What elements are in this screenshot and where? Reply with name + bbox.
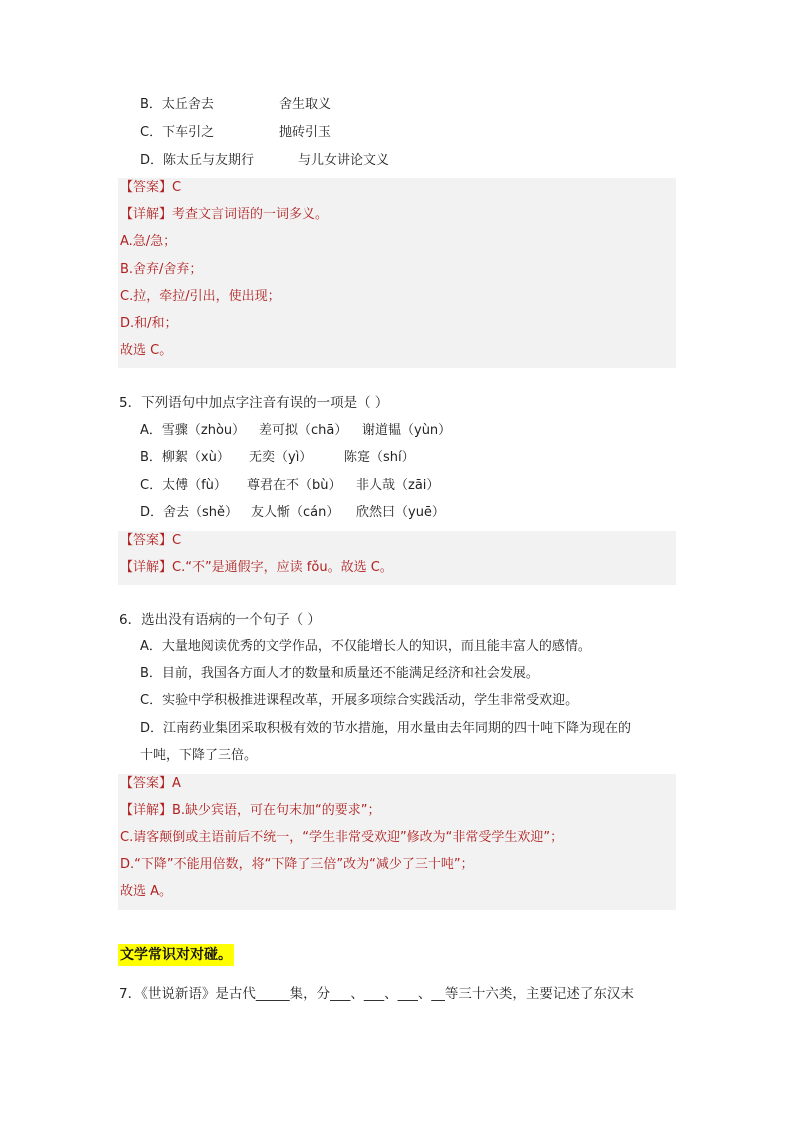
q6-option-b: B．目前，我国各方面人才的数量和质量还不能满足经济和社会发展。 xyxy=(140,666,539,681)
q5-option-c-3: 非人哉（zāi） xyxy=(356,478,440,493)
q5-option-b-1: B．柳絮（xù） xyxy=(140,450,230,465)
q6-option-c: C．实验中学积极推进课程改革，开展多项综合实践活动，学生非常受欢迎。 xyxy=(140,693,579,708)
q7-question: 7．《世说新语》是古代_____集，分___、___、___、__等三十六类，主要记述了东汉末 xyxy=(119,986,634,1002)
q6-option-d: D．江南药业集团采取积极有效的节水措施，用水量由去年同期的四十吨下降为现在的 xyxy=(140,721,632,736)
q6-detail: 【详解】B.缺少宾语，可在句末加“的要求”； xyxy=(120,803,381,818)
q6-question: 6．选出没有语病的一个句子（ ） xyxy=(119,612,321,628)
q5-option-b-2: 无奕（yì） xyxy=(249,450,313,465)
q4-option-c-word: 抛砖引玉 xyxy=(279,125,332,140)
q4-explain-d: D.和/和； xyxy=(120,316,178,331)
q6-option-a: A．大量地阅读优秀的文学作品，不仅能增长人的知识，而且能丰富人的感情。 xyxy=(140,639,591,654)
q5-question: 5．下列语句中加点字注音有误的一项是（ ） xyxy=(119,395,389,411)
q6-explain-c: C.请客颠倒或主语前后不统一，“学生非常受欢迎”修改为“非常受学生欢迎”； xyxy=(120,830,564,845)
q4-option-b-word: 舍生取义 xyxy=(279,97,332,112)
q4-explain-b: B.舍弃/舍弃； xyxy=(120,262,203,277)
q6-conclusion: 故选 A。 xyxy=(120,884,173,899)
q5-detail: 【详解】C.“不”是通假字，应读 fǒu。故选 C。 xyxy=(120,560,393,575)
q5-option-a-1: A．雪骤（zhòu） xyxy=(140,423,246,438)
q4-explain-c: C.拉，牵拉/引出，使出现； xyxy=(120,289,281,304)
q5-option-c-1: C．太傅（fù） xyxy=(140,478,227,493)
q4-detail: 【详解】考查文言词语的一词多义。 xyxy=(120,207,329,222)
q4-answer: 【答案】C xyxy=(120,180,182,195)
q4-option-c: C．下车引之 xyxy=(140,125,215,140)
q5-option-a-3: 谢道韫（yùn） xyxy=(362,423,452,438)
q4-option-d: D．陈太丘与友期行 xyxy=(140,153,255,168)
q5-option-d-1: D．舍去（shě） xyxy=(140,505,239,520)
q6-answer: 【答案】A xyxy=(120,776,181,791)
q5-answer: 【答案】C xyxy=(120,533,182,548)
q5-option-d-2: 友人惭（cán） xyxy=(251,505,340,520)
q4-explain-a: A.急/急； xyxy=(120,234,177,249)
q5-option-c-2: 尊君在不（bù） xyxy=(247,478,342,493)
q5-option-b-3: 陈寔（shí） xyxy=(344,450,415,465)
section-title: 文学常识对对碰。 xyxy=(118,944,234,966)
q4-conclusion: 故选 C。 xyxy=(120,343,173,358)
q4-option-d-word: 与儿女讲论文义 xyxy=(298,153,390,168)
q6-explain-d: D.“下降”不能用倍数，将“下降了三倍”改为“减少了三十吨”； xyxy=(120,857,474,872)
q5-option-d-3: 欣然曰（yuē） xyxy=(356,505,445,520)
q4-option-b: B．太丘舍去 xyxy=(140,97,214,112)
q5-option-a-2: 差可拟（chā） xyxy=(259,423,348,438)
q6-option-d-cont: 十吨，下降了三倍。 xyxy=(140,748,258,763)
